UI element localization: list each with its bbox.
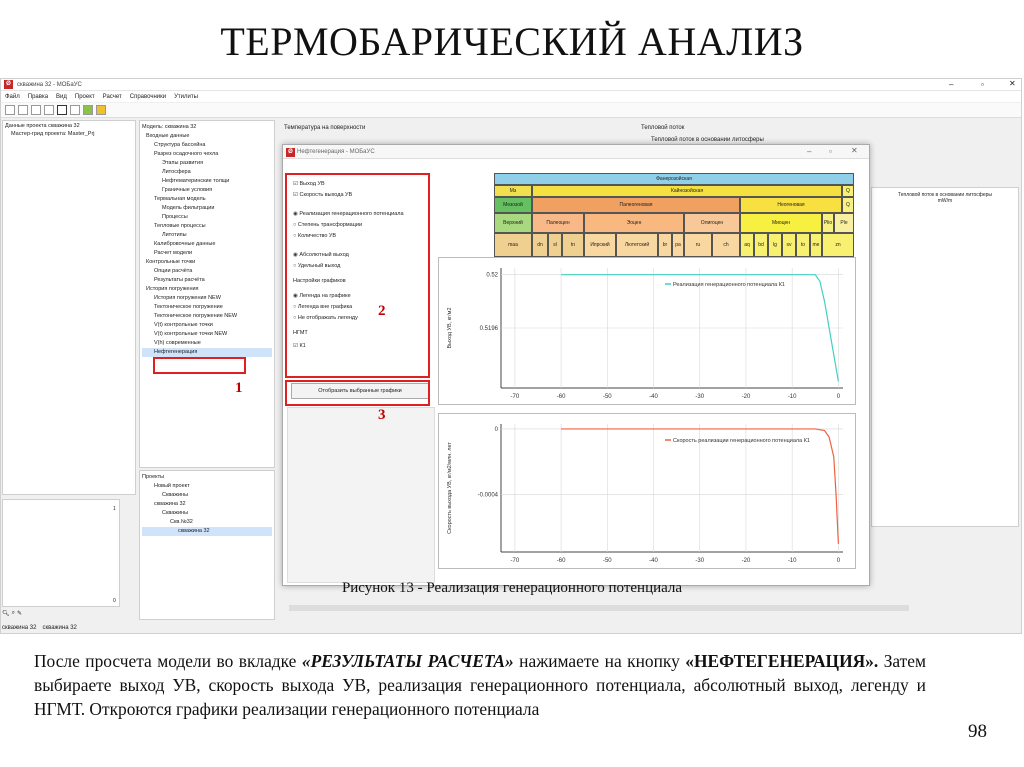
chart-1: [438, 257, 856, 405]
models-tree-item[interactable]: Этапы развития: [162, 160, 204, 166]
strat-age: zn: [822, 233, 854, 257]
strat-age: lg: [768, 233, 782, 257]
projects-tree-item[interactable]: Скважины: [162, 510, 189, 516]
scroll-mark-top: 1: [113, 506, 116, 512]
strat-period: Неогеновая: [740, 197, 842, 213]
models-tree-item[interactable]: Тектоническое погружение NEW: [154, 313, 238, 319]
models-tree-item[interactable]: Нефтегенерация: [142, 348, 272, 357]
app-logo-icon: Ø: [4, 80, 13, 89]
project-data-item[interactable]: Мастер-грид проекта: Master_Prj: [11, 131, 95, 137]
y-tick-label: -0.0004: [477, 492, 498, 499]
surface-temp-label: Температура на поверхности: [284, 125, 366, 131]
strat-epoch: Верхний: [494, 213, 532, 233]
dialog-minimize-icon[interactable]: –: [807, 147, 812, 156]
models-tree-item[interactable]: Литотипы: [162, 232, 187, 238]
search-icon[interactable]: 🔍︎: [2, 610, 10, 617]
projects-tree-item[interactable]: скважина 32: [154, 501, 186, 507]
check-k1[interactable]: ☑ К1: [293, 341, 429, 352]
close-icon[interactable]: ✕: [1009, 79, 1016, 88]
annotation-box-3: [285, 380, 430, 406]
chart-2: [438, 413, 856, 569]
x-tick-label: -40: [649, 394, 658, 400]
models-tree-item[interactable]: V(t) контрольные точки: [154, 322, 213, 328]
body-text-bold: «НЕФТЕГЕНЕРАЦИЯ».: [685, 651, 879, 671]
models-tree-item[interactable]: Литосфера: [162, 169, 191, 175]
legend-label: Реализация генерационного потенциала К1: [673, 282, 785, 288]
menubar: [1, 91, 1021, 102]
models-tree-item[interactable]: Расчет модели: [154, 250, 193, 256]
radio-legend-on[interactable]: ◉ Легенда на графике: [293, 291, 429, 302]
projects-tree-item[interactable]: Новый проект: [154, 483, 190, 489]
chart-2-svg: [439, 414, 857, 570]
models-tree-item[interactable]: История погружения: [146, 286, 199, 292]
right-col-header: Тепловой поток в основании литосферы mW/m: [897, 192, 993, 204]
body-text-part: Затем выбираете выход УВ, скорость выхода УВ, реализация генерационного потенциала, абсолютный выход, легенду и НГМТ. Откроются графики реализации генерационного потенциала: [34, 651, 927, 719]
models-tree-item[interactable]: V(t) контрольные точки NEW: [154, 331, 228, 337]
annotation-box-1: [153, 357, 246, 374]
x-tick-label: -50: [602, 394, 612, 400]
menu-item[interactable]: Файл: [5, 93, 20, 100]
y-tick-label: 0: [494, 426, 498, 433]
edit-icon[interactable]: ✎: [17, 610, 23, 617]
strat-age: maa: [494, 233, 532, 257]
x-tick-label: -10: [787, 394, 797, 400]
y-axis-label: Выход УВ, кг/м2: [447, 307, 453, 349]
strat-age: aq: [740, 233, 754, 257]
annotation-number-3: 3: [378, 407, 386, 423]
x-tick-label: -50: [602, 558, 612, 564]
chart-1-svg: [439, 258, 857, 406]
models-tree-item[interactable]: История погружения NEW: [154, 295, 221, 301]
x-tick-label: -30: [695, 394, 705, 400]
menu-item[interactable]: Правка: [27, 93, 49, 100]
y-tick-label: 0.5196: [479, 326, 498, 332]
new-icon[interactable]: [5, 105, 15, 115]
status-tab[interactable]: скважина 32: [2, 625, 37, 631]
x-tick-label: -30: [695, 558, 705, 564]
slide-title: ТЕРМОБАРИЧЕСКИЙ АНАЛИЗ: [220, 19, 804, 64]
minimize-icon[interactable]: –: [949, 80, 954, 89]
x-tick-label: 0: [836, 558, 841, 564]
settings-icon[interactable]: [70, 105, 80, 115]
models-tree-item[interactable]: Результаты расчёта: [154, 277, 205, 283]
dialog-logo-icon: Ø: [286, 148, 295, 157]
strat-age: ru: [684, 233, 712, 257]
strat-era: Кайнозойская: [532, 185, 842, 197]
check-output-rate[interactable]: ☑ Скорость выхода УВ: [293, 190, 429, 201]
models-tree-item[interactable]: Термальная модель: [154, 196, 206, 202]
x-tick-label: 0: [836, 394, 841, 400]
menu-item[interactable]: Проект: [74, 93, 95, 100]
models-header: Модель: скважина 32: [142, 124, 197, 130]
projects-tree-item[interactable]: скважина 32: [142, 527, 272, 536]
radio-realization[interactable]: ◉ Реализация генерационного потенциала: [293, 209, 429, 220]
right-table-panel: [871, 187, 1019, 527]
options-empty-area: [287, 407, 435, 583]
radio-specific[interactable]: ○ Удельный выход: [293, 261, 429, 272]
x-tick-label: -20: [741, 394, 751, 400]
models-tree-item[interactable]: Тектоническое погружение: [154, 304, 223, 310]
app-titlebar: [1, 79, 1021, 91]
x-tick-label: -70: [510, 558, 520, 564]
status-tabs: [2, 622, 162, 634]
project-data-panel: [2, 120, 136, 495]
projects-header: Проекты: [142, 474, 165, 480]
models-tree-panel: [139, 120, 275, 468]
app-title: скважина 32 - МОБаУС: [17, 82, 82, 88]
status-tab[interactable]: скважина 32: [42, 625, 77, 631]
figure-caption: Рисунок 13 - Реализация генерационного потенциала: [341, 580, 683, 596]
y-tick-label: 0.52: [486, 272, 498, 279]
radio-quantity[interactable]: ○ Количество УВ: [293, 231, 429, 242]
strat-age: tn: [562, 233, 584, 257]
menu-item[interactable]: Утилиты: [174, 93, 198, 100]
strat-epoch: Эоцен: [584, 213, 684, 233]
x-tick-label: -20: [741, 558, 751, 564]
save-icon[interactable]: [31, 105, 41, 115]
strat-age: dn: [532, 233, 548, 257]
body-text: [34, 649, 926, 721]
strat-epoch: Олигоцен: [684, 213, 740, 233]
annotation-box-2: [285, 173, 430, 378]
strat-age: br: [658, 233, 672, 257]
projects-tree-item[interactable]: Скважины: [162, 492, 189, 498]
dialog-title: Нефтегенерация - МОБаУС: [283, 145, 869, 159]
projects-tree-item[interactable]: Скв.№32: [170, 519, 193, 525]
tool-row: [2, 607, 142, 619]
radio-legend-out[interactable]: ○ Легенда вне графика: [293, 302, 429, 313]
models-tree-item[interactable]: Калибровочные данные: [154, 241, 216, 247]
strat-age: to: [796, 233, 810, 257]
body-text-part: После просчета модели во вкладке: [34, 651, 302, 671]
radio-absolute[interactable]: ◉ Абсолютный выход: [293, 250, 429, 261]
models-tree-item[interactable]: Разрез осадочного чехла: [154, 151, 219, 157]
annotation-number-2: 2: [378, 303, 386, 319]
horizontal-scrollbar[interactable]: [289, 605, 909, 611]
strat-period: Q: [842, 197, 854, 213]
strat-period: Палеогеновая: [532, 197, 740, 213]
show-graphs-button[interactable]: Отобразить выбранные графики: [291, 383, 429, 399]
page-number: 98: [968, 721, 987, 742]
strat-age: sl: [548, 233, 562, 257]
project-data-header: Данные проекта скважина 32: [5, 123, 80, 129]
x-tick-label: -60: [556, 394, 566, 400]
models-tree-item[interactable]: Процессы: [162, 214, 188, 220]
strat-eon: Фанерозойская: [494, 173, 854, 185]
body-text-bold: «РЕЗУЛЬТАТЫ РАСЧЕТА»: [301, 651, 514, 671]
models-tree-item[interactable]: Структура бассейна: [154, 142, 206, 148]
menu-item[interactable]: Расчет: [102, 93, 122, 100]
x-tick-label: -10: [787, 558, 797, 564]
dialog-close-icon[interactable]: ✕: [851, 146, 858, 155]
models-tree-item[interactable]: Тепловые процессы: [154, 223, 206, 229]
check-output[interactable]: ☑ Выход УВ: [293, 179, 429, 190]
strat-age: Лютетский: [616, 233, 658, 257]
legend-label: Скорость реализации генерационного потенциала К1: [673, 438, 810, 444]
strat-epoch: Миоцен: [740, 213, 822, 233]
toolbar: [1, 103, 1021, 118]
strat-era-q: Q: [842, 185, 854, 197]
stratigraphy-scale: [494, 173, 854, 257]
strat-age: pa: [672, 233, 684, 257]
heat-flow-label: Тепловой поток: [641, 125, 685, 131]
strat-epoch: Ple: [834, 213, 854, 233]
heat-flow-option[interactable]: Тепловой поток в основании литосферы: [651, 137, 764, 143]
models-tree-item[interactable]: Модель фильтрации: [162, 205, 215, 211]
strat-col-mz: Мз: [494, 185, 532, 197]
x-tick-label: -70: [510, 394, 520, 400]
body-text-part: нажимаете на кнопку: [513, 651, 686, 671]
x-tick-label: -60: [556, 558, 566, 564]
models-tree-item[interactable]: Контрольные точки: [146, 259, 196, 265]
projects-panel: [139, 470, 275, 620]
strat-period: Мезозой: [494, 197, 532, 213]
annotation-number-1: 1: [235, 380, 243, 396]
legend-settings-header: Настройки графиков: [293, 278, 346, 284]
strat-age: bd: [754, 233, 768, 257]
ngmt-header: НГМТ: [293, 330, 308, 336]
strat-age: sv: [782, 233, 796, 257]
menu-item[interactable]: Вид: [56, 93, 67, 100]
strat-age: ch: [712, 233, 740, 257]
models-tree-item[interactable]: Нефтематеринские толщи: [162, 178, 230, 184]
radio-transformation[interactable]: ○ Степень трансформации: [293, 220, 429, 231]
strat-age: me: [810, 233, 822, 257]
open-icon[interactable]: [18, 105, 28, 115]
models-tree-item[interactable]: Граничные условия: [162, 187, 213, 193]
run-icon[interactable]: [57, 105, 67, 115]
dialog-maximize-icon[interactable]: ▫: [829, 147, 832, 156]
models-tree-item[interactable]: Опции расчёта: [154, 268, 193, 274]
models-tree-item[interactable]: Входные данные: [146, 133, 190, 139]
y-axis-label: Скорость выхода УВ, кг/м2/млн. лет: [447, 442, 453, 534]
zoom-icon[interactable]: ⌕: [11, 609, 15, 616]
models-tree-item[interactable]: V(h) современные: [154, 340, 201, 346]
radio-legend-none[interactable]: ○ Не отображать легенду: [293, 313, 429, 324]
menu-item[interactable]: Справочники: [129, 93, 167, 100]
maximize-icon[interactable]: ▫: [981, 80, 984, 89]
strat-age: Ипрский: [584, 233, 616, 257]
scroll-mark-bottom: 0: [113, 598, 116, 604]
save-as-icon[interactable]: [44, 105, 54, 115]
strat-epoch: Палеоцен: [532, 213, 584, 233]
x-tick-label: -40: [649, 558, 658, 564]
strat-epoch: Plio: [822, 213, 834, 233]
calc-icon[interactable]: [83, 105, 93, 115]
flag-icon[interactable]: [96, 105, 106, 115]
